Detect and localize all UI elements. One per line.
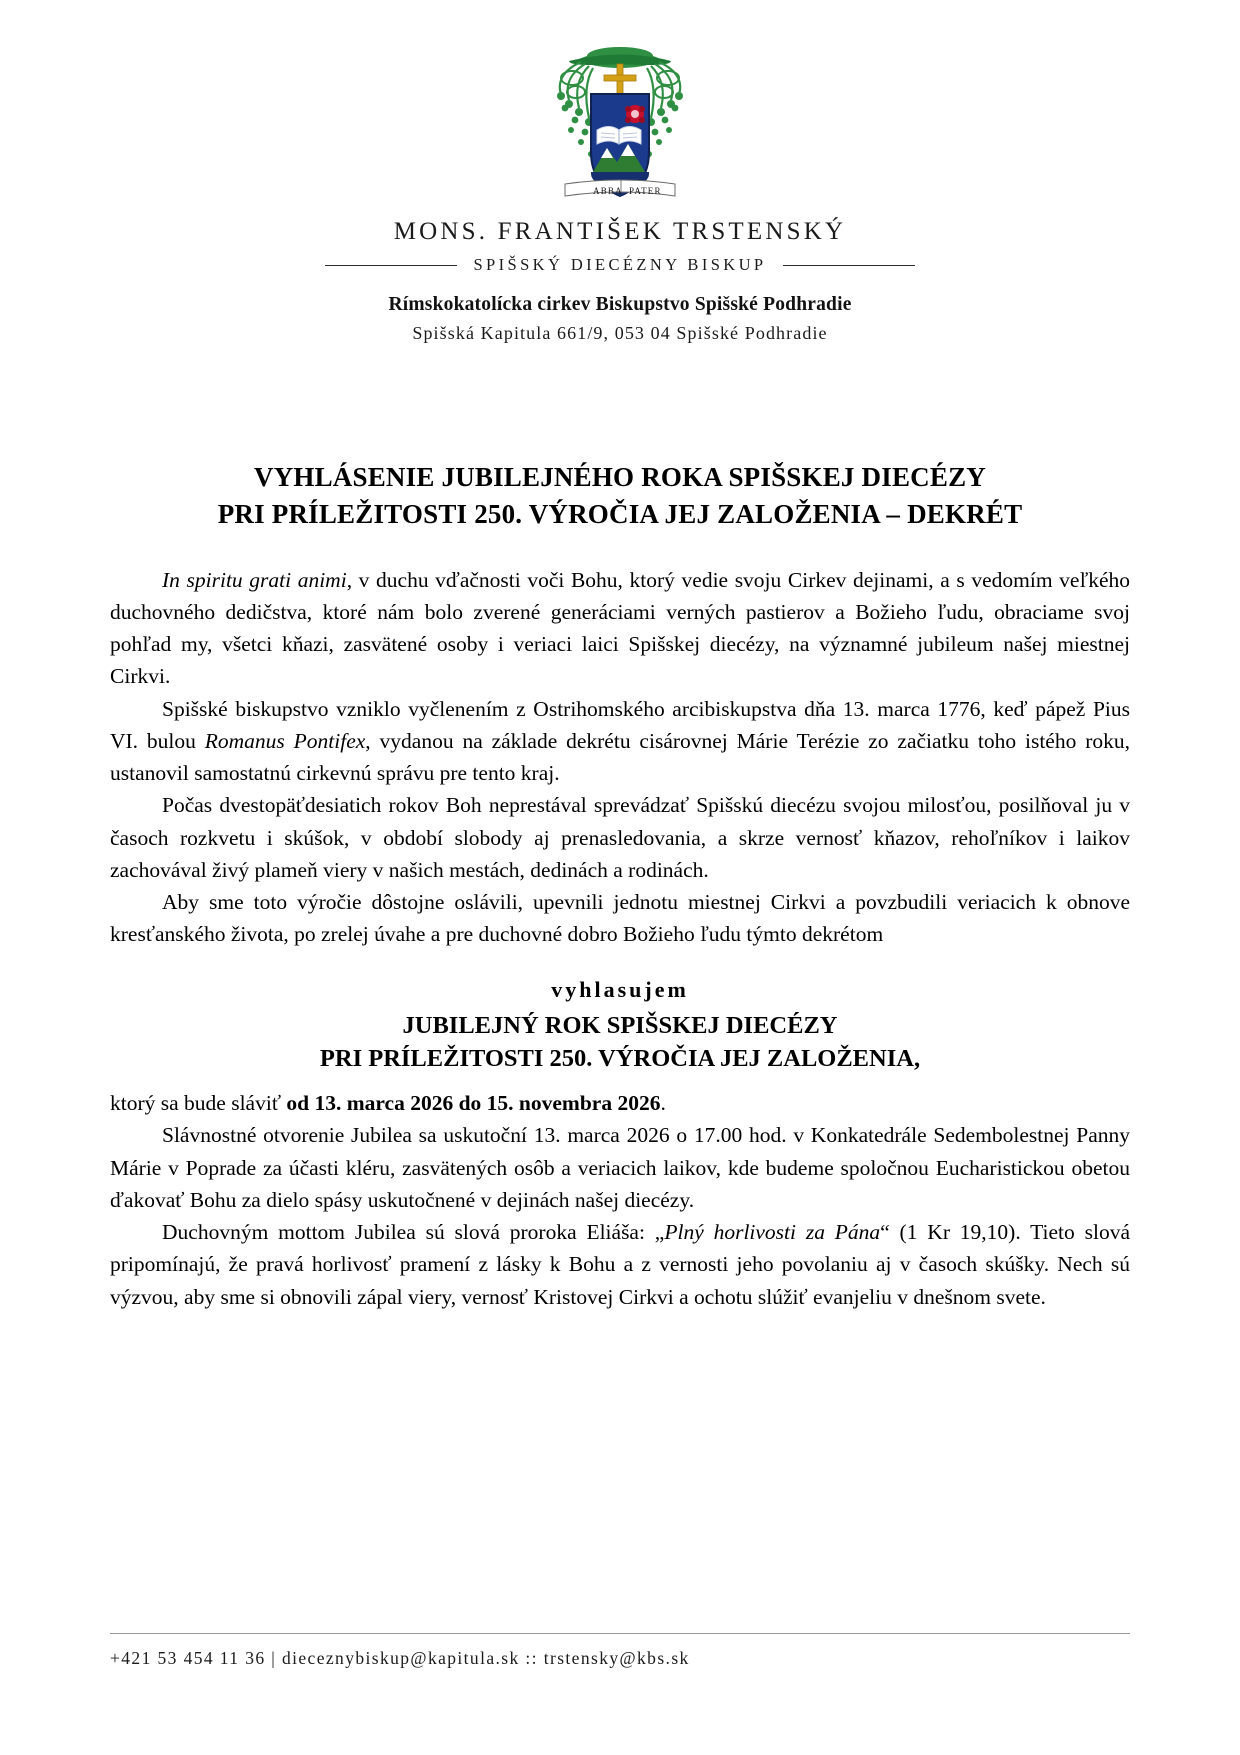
declaration-verb: vyhlasujem <box>551 976 689 1002</box>
paragraph-2-text-b: , vydanou na základe dekrétu cisárovnej Márie Terézie zo začiatku toho istého roku, ustanovil samostatnú cirkevnú správu pre tento kraj. <box>110 728 1130 785</box>
paragraph-2 <box>110 693 1130 790</box>
document-title-line2: PRI PRÍLEŽITOSTI 250. VÝROČIA JEJ ZALOŽENIA – DEKRÉT <box>217 499 1023 530</box>
bishop-name: MONS. FRANTIŠEK TRSTENSKÝ <box>393 218 847 245</box>
declaration-title-line2: PRI PRÍLEŽITOSTI 250. VÝROČIA JEJ ZALOŽENIA, <box>319 1044 921 1072</box>
svg-text:ABBA: ABBA <box>593 186 623 196</box>
divider-left <box>325 265 457 266</box>
document-body <box>110 564 1130 951</box>
paragraph-6: Slávnostné otvorenie Jubilea sa uskutoční 13. marca 2026 o 17.00 hod. v Konkatedrále Sedembolestnej Panny Márie v Poprade za účasti kléru, zasvätených osôb a veriacich laikov, kde budeme spoločnou Eucharistickou obetou ďakovať Bohu za dielo spásy uskutočnené v dejinách našej diecézy. <box>110 1123 1130 1212</box>
svg-text:PATER: PATER <box>629 186 662 196</box>
bishop-title-row <box>110 255 1130 275</box>
paragraph-3: Počas dvestopäťdesiatich rokov Boh neprestával sprevádzať Spišskú diecézu svojou milosťou, posilňoval ju v časoch rozkvetu i skúšok, v období slobody aj prenasledovania, a skrze vernosť kňazov, rehoľníkov i laikov zachovával živý plameň viery v našich mestách, dedinách a rodinách. <box>110 793 1130 882</box>
coat-of-arms-icon <box>525 34 715 204</box>
paragraph-2-text-a: Spišské biskupstvo vzniklo vyčlenením z Ostrihomského arcibiskupstva dňa 13. marca 1776, keď pápež Pius VI. bulou <box>110 696 1130 753</box>
jubilee-dates: od 13. marca 2026 do 15. novembra 2026 <box>286 1091 661 1116</box>
footer <box>110 1633 1130 1669</box>
divider-right <box>783 265 915 266</box>
jubilee-motto: Plný horlivosti za Pána <box>664 1220 881 1245</box>
organization-address: Spišská Kapitula 661/9, 053 04 Spišské Podhradie <box>412 323 828 343</box>
organization-name: Rímskokatolícka cirkev Biskupstvo Spišské Podhradie <box>388 294 852 315</box>
letterhead <box>110 0 1130 344</box>
paragraph-2-bull-name: Romanus Pontifex <box>204 728 366 753</box>
paragraph-7 <box>110 1216 1130 1313</box>
paragraph-7-text-b: “ (1 Kr 19,10). Tieto slová pripomínajú, že pravá horlivosť pramení z lásky k Bohu a z vernosti jeho povolaniu aj v časoch skúšky. Nech sú výzvou, aby sme si obnovili zápal viery, vernosť Kristovej Cirkvi a ochotu slúžiť evanjeliu v dnešnom svete. <box>110 1220 1130 1309</box>
footer-contact: +421 53 454 11 36 | dieceznybiskup@kapitula.sk :: trstensky@kbs.sk <box>110 1648 690 1668</box>
paragraph-1 <box>110 564 1130 693</box>
paragraph-5-text-b: . <box>660 1091 666 1116</box>
document-title-line1: VYHLÁSENIE JUBILEJNÉHO ROKA SPIŠSKEJ DIECÉZY <box>254 462 986 492</box>
paragraph-1-latin-phrase: In spiritu grati animi <box>162 567 347 592</box>
declaration-title <box>110 1009 1130 1076</box>
footer-divider <box>110 1633 1130 1634</box>
document-title <box>110 459 1130 534</box>
bishop-title: SPIŠSKÝ DIECÉZNY BISKUP <box>473 255 767 274</box>
paragraph-5 <box>110 1087 1130 1119</box>
declaration-title-line1: JUBILEJNÝ ROK SPIŠSKEJ DIECÉZY <box>402 1011 838 1039</box>
paragraph-5-text-a: ktorý sa bude sláviť <box>110 1091 287 1116</box>
paragraph-1-text: , v duchu vďačnosti voči Bohu, ktorý vedie svoju Cirkev dejinami, a s vedomím veľkého duchovného dedičstva, ktoré nám bolo zverené generáciami verných pastierov a Božieho ľudu, obraciame svoj pohľad my, všetci kňazi, zasvätené osoby i veriaci laici Spišskej diecézy, na významné jubileum našej miestnej Cirkvi. <box>110 567 1130 689</box>
paragraph-7-text-a: Duchovným mottom Jubilea sú slová proroka Eliáša: „ <box>162 1220 665 1245</box>
paragraph-4: Aby sme toto výročie dôstojne oslávili, upevnili jednotu miestnej Cirkvi a povzbudili veriacich k obnove kresťanského života, po zrelej úvahe a pre duchovné dobro Božieho ľudu týmto dekrétom <box>110 890 1130 947</box>
document-body-continued <box>110 1087 1130 1313</box>
